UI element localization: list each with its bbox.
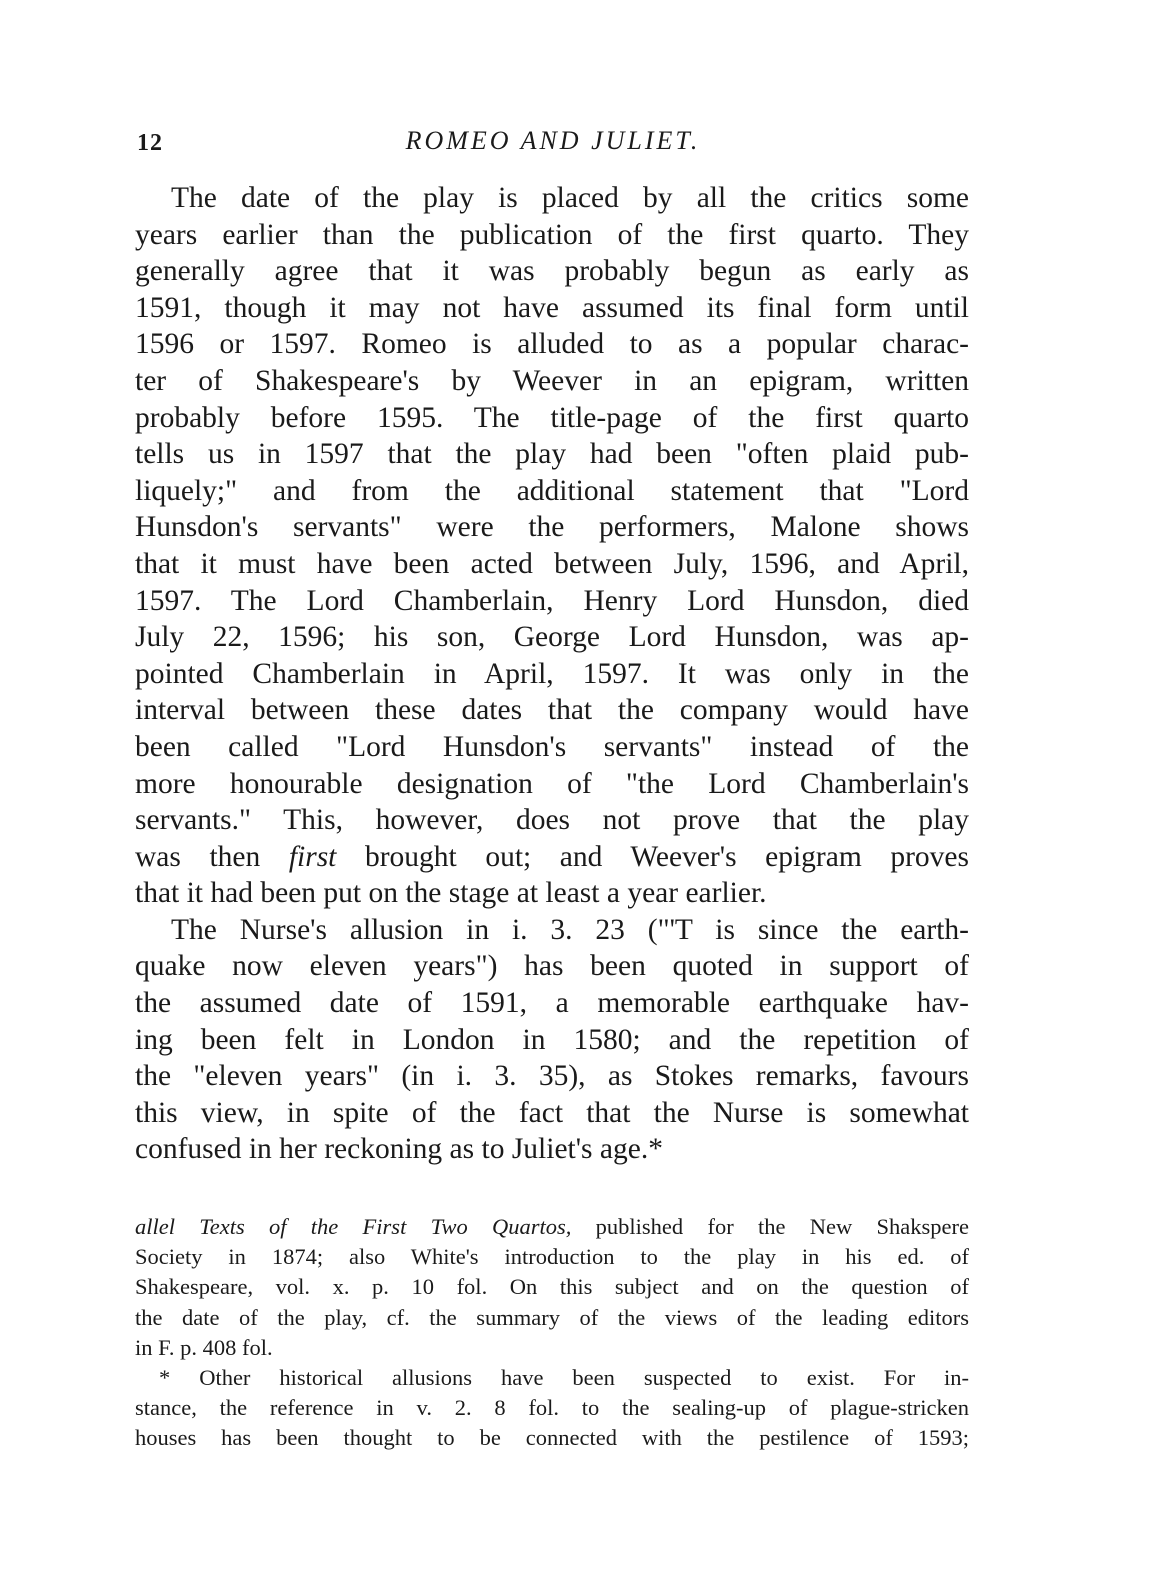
body-text	[135, 180, 969, 1168]
text-line: ter of Shakespeare's by Weever in an epigram, written	[135, 364, 969, 397]
paragraph-nurse-allusion	[135, 912, 969, 1168]
running-title: ROMEO AND JULIET.	[405, 126, 701, 155]
text-line: the assumed date of 1591, a memorable earthquake hav-	[135, 987, 969, 1020]
text-line: servants." This, however, does not prove that the play	[135, 804, 969, 837]
footnote-line: Society in 1874; also White's introduction to the play in his ed. of	[135, 1244, 969, 1270]
footnote-line: in F. p. 408 fol.	[135, 1334, 273, 1360]
text-line: tells us in 1597 that the play had been "often plaid pub-	[135, 438, 969, 471]
text-line: that it had been put on the stage at least a year earlier.	[135, 877, 767, 910]
footnote-line	[135, 1212, 969, 1242]
text-line: more honourable designation of "the Lord Chamberlain's	[135, 767, 969, 800]
text-line: The date of the play is placed by all the critics some	[171, 182, 969, 214]
text-line: years earlier than the publication of the first quarto. They	[135, 218, 969, 251]
text-line: 1596 or 1597. Romeo is alluded to as a popular charac-	[135, 328, 969, 361]
text-line: that it must have been acted between July, 1596, and April,	[135, 547, 969, 580]
text-line: confused in her reckoning as to Juliet's age.*	[135, 1133, 663, 1166]
paragraph-date-of-play	[135, 180, 969, 912]
text-line: Hunsdon's servants" were the performers, Malone shows	[135, 511, 969, 544]
text-line: interval between these dates that the company would have	[135, 694, 969, 727]
text-line: probably before 1595. The title-page of the first quarto	[135, 401, 969, 434]
text-line-with-italic	[135, 839, 969, 876]
running-head	[137, 126, 969, 162]
text-line: pointed Chamberlain in April, 1597. It was only in the	[135, 657, 969, 690]
text-line: 1597. The Lord Chamberlain, Henry Lord Hunsdon, died	[135, 584, 969, 617]
italic-word: first	[288, 840, 337, 873]
text-line: generally agree that it was probably begun as early as	[135, 255, 969, 288]
text-line: liquely;" and from the additional statement that "Lord	[135, 474, 969, 507]
text-line: the "eleven years" (in i. 3. 35), as Stokes remarks, favours	[135, 1060, 969, 1093]
text-line: been called "Lord Hunsdon's servants" instead of the	[135, 730, 969, 763]
footnote-line: stance, the reference in v. 2. 8 fol. to the sealing-up of plague-stricken	[135, 1395, 969, 1421]
footnote-line: houses has been thought to be connected with the pestilence of 1593;	[135, 1425, 969, 1451]
text-line: 1591, though it may not have assumed its final form until	[135, 291, 969, 324]
text-run: was then	[135, 840, 289, 873]
footnote-asterisk	[135, 1363, 969, 1454]
text-line: July 22, 1596; his son, George Lord Hunsdon, was ap-	[135, 621, 969, 654]
footnote-line: the date of the play, cf. the summary of the views of the leading editors	[135, 1304, 969, 1330]
footnotes	[135, 1212, 969, 1454]
text-run: brought out; and Weever's epigram proves	[336, 840, 970, 873]
text-line: The Nurse's allusion in i. 3. 23 ("'T is since the earth-	[171, 913, 969, 946]
footnote-line: Shakespeare, vol. x. p. 10 fol. On this subject and on the question of	[135, 1274, 969, 1300]
page-number: 12	[137, 130, 163, 156]
text-line: quake now eleven years") has been quoted in support of	[135, 950, 969, 983]
italic-title: allel Texts of the First Two Quartos,	[135, 1214, 572, 1239]
text-line: ing been felt in London in 1580; and the repetition of	[135, 1023, 969, 1056]
text-line: this view, in spite of the fact that the Nurse is somewhat	[135, 1096, 969, 1129]
footnote-line: * Other historical allusions have been suspected to exist. For in-	[159, 1364, 969, 1390]
footnote-continued	[135, 1212, 969, 1363]
text-run: published for the New Shakspere	[571, 1214, 969, 1239]
